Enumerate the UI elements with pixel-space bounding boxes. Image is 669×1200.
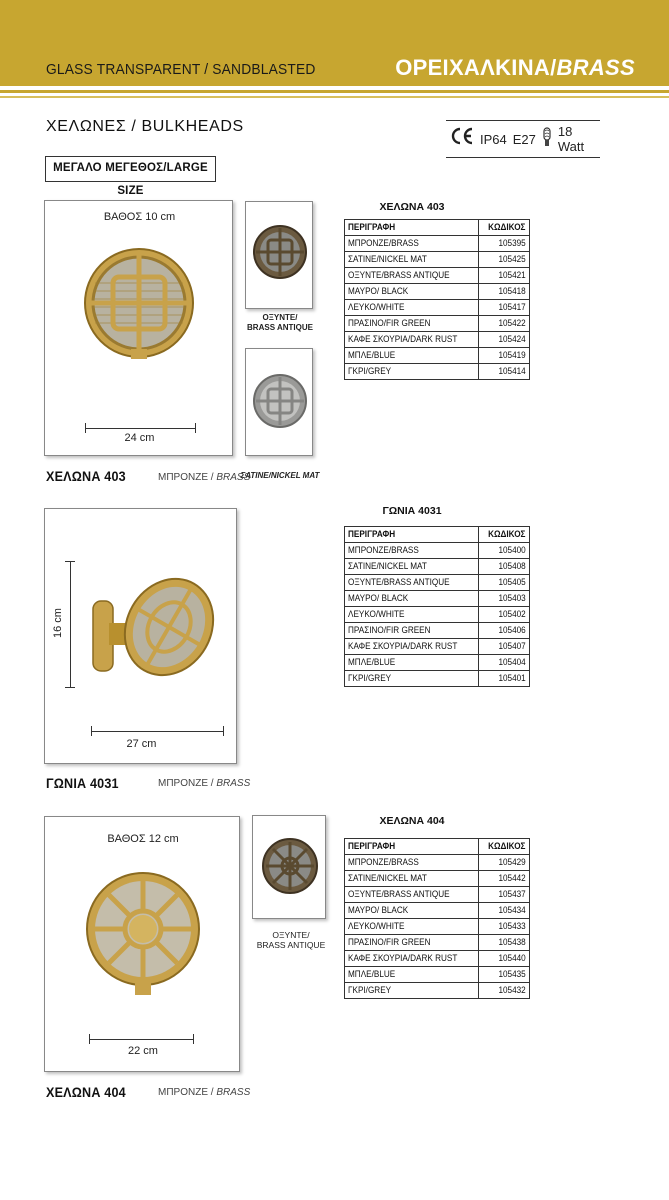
size-label: ΜΕΓΑΛΟ ΜΕΓΕΘΟΣ/LARGE SIZE — [45, 156, 216, 182]
table-row — [345, 300, 530, 316]
table-header-row — [345, 220, 530, 236]
description-cell: ΜΠΛΕ/BLUE — [345, 348, 479, 364]
thumb-frame — [252, 815, 326, 919]
table-row — [345, 607, 530, 623]
description-cell: ΜΑΥΡΟ/ BLACK — [345, 903, 479, 919]
bulkhead-brass-antique-thumb — [261, 830, 319, 906]
code-table — [344, 838, 530, 999]
ip-rating: IP64 — [480, 131, 507, 147]
table-title: ΧΕΛΩΝΑ 403 — [379, 201, 445, 213]
code-cell: 105437 — [479, 887, 529, 903]
wattage: 18 Watt — [557, 124, 585, 154]
description-cell: ΓΚΡΙ/GREY — [345, 364, 479, 380]
code-cell: 105395 — [479, 236, 529, 252]
description-cell: ΓΚΡΙ/GREY — [345, 671, 479, 687]
description-cell: ΣΑΤΙΝΕ/NICKEL MAT — [345, 871, 479, 887]
description-cell: ΠΕΡΙΓΡΑΦΗ — [345, 527, 479, 543]
code-cell: 105424 — [479, 332, 529, 348]
depth-label: ΒΑΘΟΣ 12 cm — [107, 833, 179, 845]
socket-type: E27 — [512, 131, 536, 147]
table-row — [345, 855, 530, 871]
table-row — [345, 268, 530, 284]
description-cell: ΜΠΡΟΝΖΕ/BRASS — [345, 855, 479, 871]
table-row — [345, 575, 530, 591]
table-row — [345, 543, 530, 559]
width-label: 24 cm — [124, 432, 155, 444]
product-finish: ΜΠΡΟΝΖΕ / BRASS — [158, 778, 251, 789]
description-cell: ΠΕΡΙΓΡΑΦΗ — [345, 839, 479, 855]
description-cell: ΣΑΤΙΝΕ/NICKEL MAT — [345, 559, 479, 575]
code-cell: 105422 — [479, 316, 529, 332]
ce-mark-icon — [450, 127, 474, 151]
thumb-caption: ΟΞΥΝΤΕ/ BRASS ANTIQUE — [256, 930, 326, 950]
width-label: 22 cm — [128, 1045, 158, 1057]
table-row — [345, 919, 530, 935]
code-cell: 105440 — [479, 951, 529, 967]
bulkhead-nickel-mat-thumb — [252, 367, 308, 437]
code-cell: 105418 — [479, 284, 529, 300]
product-image-frame — [44, 200, 233, 456]
code-cell: 105406 — [479, 623, 529, 639]
code-cell: 105425 — [479, 252, 529, 268]
table-row — [345, 252, 530, 268]
bulkhead-403-image — [79, 243, 199, 363]
code-table — [344, 219, 530, 380]
product-name: ΓΩΝΙΑ 4031 — [46, 775, 119, 791]
thumb-frame — [245, 201, 313, 309]
code-cell: 105402 — [479, 607, 529, 623]
table-row — [345, 559, 530, 575]
code-cell: 105432 — [479, 983, 529, 999]
thumb-caption: ΟΞΥΝΤΕ/ BRASS ANTIQUE — [247, 313, 313, 332]
table-row — [345, 639, 530, 655]
code-cell: 105433 — [479, 919, 529, 935]
table-row — [345, 903, 530, 919]
section-title: ΧΕΛΩΝΕΣ / BULKHEADS — [46, 118, 244, 135]
product-name: ΧΕΛΩΝΑ 403 — [46, 468, 126, 484]
product-finish: ΜΠΡΟΝΖΕ / BRASS — [158, 1087, 251, 1098]
product-name: ΧΕΛΩΝΑ 404 — [46, 1084, 126, 1100]
description-cell: ΚΑΦΕ ΣΚΟΥΡΙΑ/DARK RUST — [345, 332, 479, 348]
table-header-row — [345, 527, 530, 543]
spec-box — [446, 120, 600, 158]
description-cell: ΜΑΥΡΟ/ BLACK — [345, 284, 479, 300]
code-cell: 105419 — [479, 348, 529, 364]
table-row — [345, 983, 530, 999]
code-cell: ΚΩΔΙΚΟΣ — [479, 220, 529, 236]
bulkhead-404-image — [83, 867, 203, 1001]
code-cell: 105404 — [479, 655, 529, 671]
code-cell: 105414 — [479, 364, 529, 380]
table-row — [345, 967, 530, 983]
code-table — [344, 526, 530, 687]
table-row — [345, 591, 530, 607]
height-label: 16 cm — [51, 608, 64, 638]
depth-label: ΒΑΘΟΣ 10 cm — [103, 211, 176, 223]
bulkhead-4031-image — [89, 561, 215, 691]
description-cell: ΠΡΑΣΙΝΟ/FIR GREEN — [345, 623, 479, 639]
code-cell: 105407 — [479, 639, 529, 655]
table-row — [345, 951, 530, 967]
description-cell: ΜΠΛΕ/BLUE — [345, 655, 479, 671]
bulkhead-brass-antique-thumb — [252, 218, 308, 288]
header-stripe — [0, 96, 669, 98]
code-cell: 105421 — [479, 268, 529, 284]
code-cell: 105434 — [479, 903, 529, 919]
table-header-row — [345, 839, 530, 855]
description-cell: ΚΑΦΕ ΣΚΟΥΡΙΑ/DARK RUST — [345, 639, 479, 655]
description-cell: ΟΞΥΝΤΕ/BRASS ANTIQUE — [345, 575, 479, 591]
description-cell: ΚΑΦΕ ΣΚΟΥΡΙΑ/DARK RUST — [345, 951, 479, 967]
code-cell: 105405 — [479, 575, 529, 591]
code-cell: 105408 — [479, 559, 529, 575]
product-image-frame — [44, 508, 237, 764]
table-row — [345, 887, 530, 903]
table-title: ΓΩΝΙΑ 4031 — [382, 505, 442, 517]
code-cell: 105429 — [479, 855, 529, 871]
header-title: ΟΡΕΙΧΑΛΚΙΝΑ/BRASS — [395, 55, 635, 80]
description-cell: ΜΠΛΕ/BLUE — [345, 967, 479, 983]
thumb-caption: ΣΑΤΙΝΕ/NICKEL MAT — [240, 471, 320, 480]
description-cell: ΛΕΥΚΟ/WHITE — [345, 919, 479, 935]
code-cell: ΚΩΔΙΚΟΣ — [479, 527, 529, 543]
code-cell: 105438 — [479, 935, 529, 951]
description-cell: ΠΡΑΣΙΝΟ/FIR GREEN — [345, 316, 479, 332]
table-row — [345, 655, 530, 671]
description-cell: ΜΠΡΟΝΖΕ/BRASS — [345, 543, 479, 559]
product-finish: ΜΠΡΟΝΖΕ / BRASS — [158, 472, 251, 483]
table-row — [345, 284, 530, 300]
table-title: ΧΕΛΩΝΑ 404 — [379, 815, 445, 827]
code-cell: 105417 — [479, 300, 529, 316]
description-cell: ΠΡΑΣΙΝΟ/FIR GREEN — [345, 935, 479, 951]
bulb-icon — [542, 127, 552, 152]
description-cell: ΜΠΡΟΝΖΕ/BRASS — [345, 236, 479, 252]
table-row — [345, 671, 530, 687]
description-cell: ΜΑΥΡΟ/ BLACK — [345, 591, 479, 607]
table-row — [345, 364, 530, 380]
description-cell: ΓΚΡΙ/GREY — [345, 983, 479, 999]
description-cell: ΟΞΥΝΤΕ/BRASS ANTIQUE — [345, 887, 479, 903]
code-cell: 105401 — [479, 671, 529, 687]
header-subtitle: GLASS TRANSPARENT / SANDBLASTED — [46, 61, 316, 78]
code-cell: 105403 — [479, 591, 529, 607]
table-row — [345, 935, 530, 951]
width-label: 27 cm — [126, 738, 157, 750]
table-row — [345, 871, 530, 887]
code-cell: ΚΩΔΙΚΟΣ — [479, 839, 529, 855]
description-cell: ΛΕΥΚΟ/WHITE — [345, 607, 479, 623]
code-cell: 105442 — [479, 871, 529, 887]
table-row — [345, 236, 530, 252]
product-image-frame — [44, 816, 240, 1072]
description-cell: ΟΞΥΝΤΕ/BRASS ANTIQUE — [345, 268, 479, 284]
thumb-frame — [245, 348, 313, 456]
description-cell: ΛΕΥΚΟ/WHITE — [345, 300, 479, 316]
description-cell: ΠΕΡΙΓΡΑΦΗ — [345, 220, 479, 236]
table-row — [345, 316, 530, 332]
code-cell: 105400 — [479, 543, 529, 559]
table-row — [345, 623, 530, 639]
table-row — [345, 348, 530, 364]
table-row — [345, 332, 530, 348]
code-cell: 105435 — [479, 967, 529, 983]
description-cell: ΣΑΤΙΝΕ/NICKEL MAT — [345, 252, 479, 268]
